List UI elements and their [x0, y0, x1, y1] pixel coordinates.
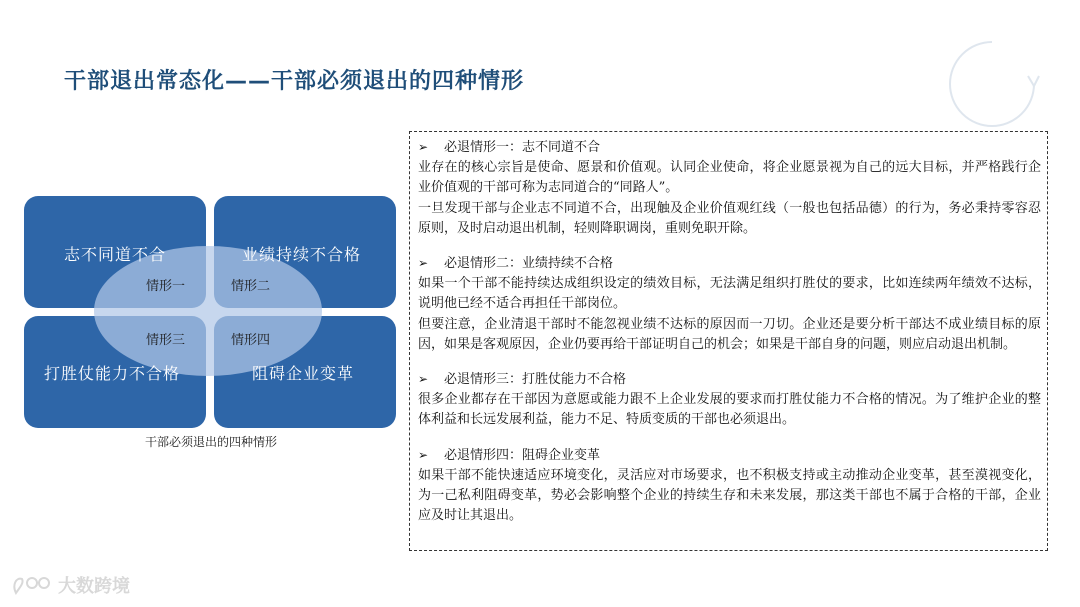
section-4-heading: ➢ 必退情形四：阻碍企业变革 — [418, 445, 1041, 466]
section-1 — [418, 137, 1041, 239]
section-3-heading: ➢ 必退情形三：打胜仗能力不合格 — [418, 369, 1041, 390]
section-2 — [418, 253, 1041, 355]
quadrant-3-label: 打胜仗能力不合格 — [44, 364, 181, 383]
section-3 — [418, 369, 1041, 431]
center-overlay-oval — [94, 246, 322, 376]
page-title: 干部退出常态化——干部必须退出的四种情形 — [64, 69, 525, 94]
section-2-heading: ➢ 必退情形二：业绩持续不合格 — [418, 253, 1041, 274]
arrow-bullet-icon: ➢ — [418, 447, 429, 462]
quadrant-4-label: 阻碍企业变革 — [252, 364, 355, 383]
section-2-paragraph-2: 但要注意，企业清退干部时不能忽视业绩不达标的原因而一刀切。企业还是要分析干部达不成业绩目标的原因，如果是客观原因，企业仍要再给干部证明自己的机会；如果是干部自身的问题，则应启动退出机制。 — [418, 316, 1041, 352]
situations-text-box — [409, 131, 1048, 551]
section-1-paragraph-1: 业存在的核心宗旨是使命、愿景和价值观。认同企业使命，将企业愿景视为自己的远大目标，并严格践行企业价值观的干部可称为志同道合的“同路人”。 — [418, 160, 1041, 196]
arrow-bullet-icon: ➢ — [418, 140, 429, 154]
circular-arrow-decoration-icon — [944, 36, 1040, 132]
watermark-text: 大数跨境 — [58, 576, 130, 597]
section-4-paragraph-1: 如果干部不能快速适应环境变化，灵活应对市场要求，也不积极支持或主动推动企业变革，甚至漠视变化，为一己私利阻碍变革，势必会影响整个企业的持续生存和未来发展，那这类干部也不属于合格的干部，企业应及时让其退出。 — [418, 467, 1041, 524]
case-3-label: 情形三 — [146, 333, 186, 348]
section-4 — [418, 445, 1041, 527]
case-1-label: 情形一 — [146, 279, 186, 294]
arrow-bullet-icon: ➢ — [418, 256, 429, 271]
watermark — [12, 571, 130, 599]
quadrant-1-label: 志不同道不合 — [64, 245, 167, 264]
quadrant-2-label: 业绩持续不合格 — [242, 245, 362, 264]
four-situations-diagram — [24, 196, 398, 428]
case-2-label: 情形二 — [231, 279, 271, 294]
diagram-caption: 干部必须退出的四种情形 — [144, 435, 277, 449]
section-3-paragraph-1: 很多企业都存在干部因为意愿或能力跟不上企业发展的要求而打胜仗能力不合格的情况。为了维护企业的整体利益和长远发展利益，能力不足、特质变质的干部也必须退出。 — [418, 392, 1041, 428]
brand-logo-icon — [12, 573, 52, 597]
arrow-bullet-icon: ➢ — [418, 372, 429, 387]
section-1-paragraph-2: 一旦发现干部与企业志不同道不合，出现触及企业价值观红线（一般也包括品德）的行为，务必秉持零容忍原则，及时启动退出机制，轻则降职调岗，重则免职开除。 — [418, 200, 1041, 236]
case-4-label: 情形四 — [231, 333, 271, 348]
section-2-paragraph-1: 如果一个干部不能持续达成组织设定的绩效目标，无法满足组织打胜仗的要求，比如连续两年绩效不达标，说明他已经不适合再担任干部岗位。 — [418, 276, 1041, 312]
section-1-heading: ➢ 必退情形一：志不同道不合 — [418, 137, 1041, 158]
